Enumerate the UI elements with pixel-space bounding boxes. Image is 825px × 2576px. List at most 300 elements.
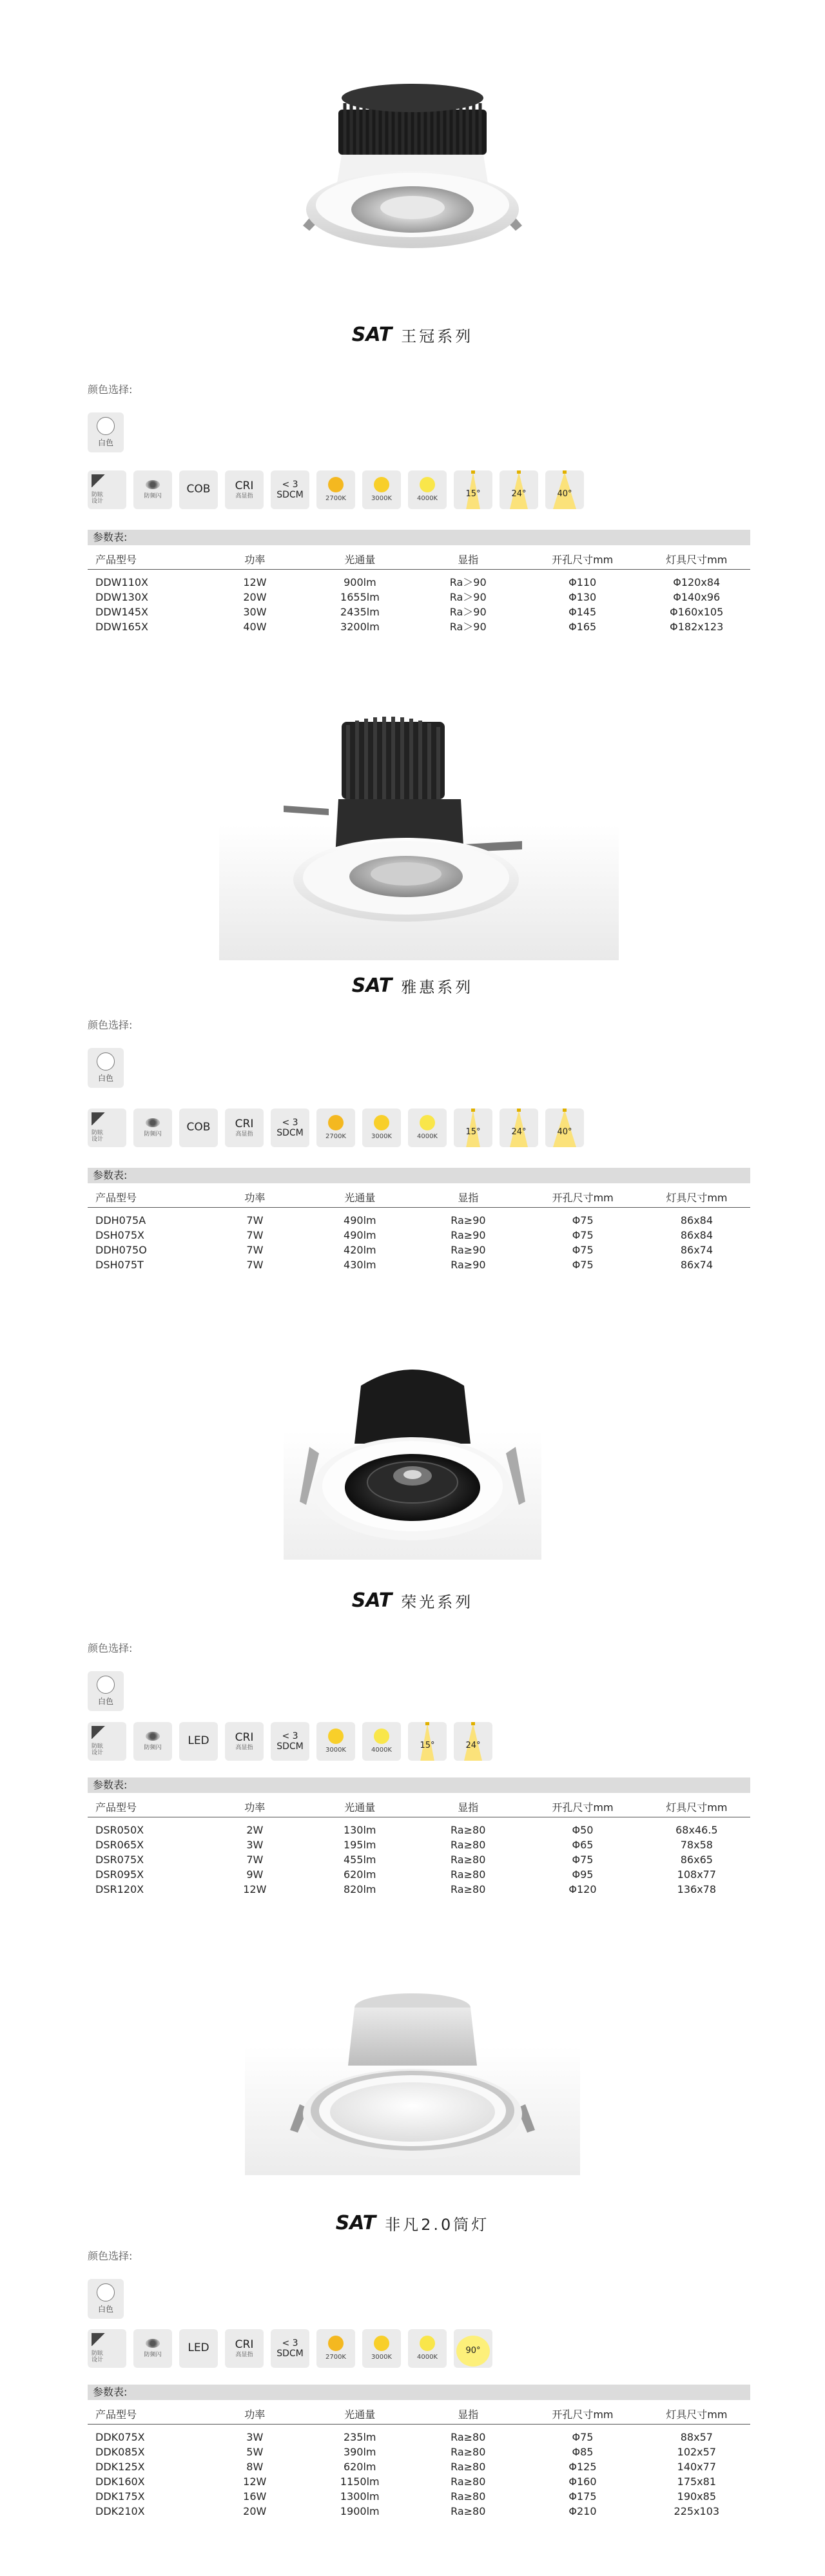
anti-flicker-icon — [146, 1118, 160, 1127]
feature-label: 3000K — [371, 495, 392, 503]
anti-glare-icon — [92, 2333, 106, 2346]
feature-label: 4000K — [416, 2354, 438, 2361]
table-cell: 420lm — [344, 1244, 376, 1256]
feature-label: SDCM — [277, 490, 304, 500]
feature-label: 40° — [557, 1127, 572, 1137]
feature-cct-tile — [362, 1109, 401, 1147]
spec-table — [88, 1186, 750, 1272]
table-cell: Φ210 — [568, 2505, 597, 2517]
table-cell: 20W — [243, 591, 267, 603]
color-temperature-icon — [420, 2336, 435, 2351]
table-cell: DSR065X — [95, 1839, 144, 1851]
feature-cct-tile — [408, 2329, 447, 2368]
column-header: 显指 — [414, 2403, 522, 2425]
feature-angle-tile — [408, 1722, 447, 1761]
table-cell: Ra≥80 — [451, 2475, 486, 2488]
table-cell: Ra≥80 — [451, 1868, 486, 1881]
table-cell: DDK125X — [95, 2461, 145, 2473]
feature-sdcm-tile — [271, 2329, 309, 2368]
table-row — [88, 1867, 750, 1882]
feature-label: 设计 — [92, 1136, 104, 1143]
table-cell: 140x77 — [677, 2461, 717, 2473]
table-cell: Φ175 — [568, 2490, 597, 2503]
table-cell: Ra＞90 — [449, 621, 487, 633]
feature-label: 4000K — [416, 495, 438, 503]
feature-label: 设计 — [92, 1750, 104, 1756]
params-bar: 参数表: — [88, 2385, 750, 2400]
feature-cri-tile — [225, 470, 264, 509]
column-header: 产品型号 — [88, 2403, 204, 2425]
anti-flicker-icon — [146, 1732, 160, 1741]
feature-label: SDCM — [277, 2348, 304, 2359]
white-color-circle — [97, 1052, 115, 1070]
table-cell: 7W — [246, 1259, 264, 1271]
color-label: 颜色选择: — [88, 1642, 133, 1654]
feature-label: 高显指 — [235, 492, 253, 499]
table-cell: DDK075X — [95, 2431, 145, 2443]
table-cell: DDK085X — [95, 2446, 145, 2458]
series-title — [0, 324, 825, 346]
feature-flicker-tile — [133, 1722, 172, 1761]
table-row — [88, 1852, 750, 1867]
feature-cri-tile — [225, 1722, 264, 1761]
table-cell: DDH075O — [95, 1244, 147, 1256]
feature-label: COB — [186, 483, 211, 496]
table-cell: Ra≥90 — [451, 1244, 486, 1256]
table-cell: DSH075X — [95, 1229, 145, 1241]
feature-design-tile — [88, 1722, 126, 1761]
table-cell: DDH075A — [95, 1214, 146, 1226]
table-row — [88, 570, 750, 590]
table-cell: 7W — [246, 1854, 264, 1866]
series-name: 雅惠系列 — [401, 978, 474, 996]
feature-label: < 3 — [282, 1117, 298, 1128]
feature-sdcm-tile — [271, 470, 309, 509]
table-cell: Φ120x84 — [673, 576, 721, 588]
feature-label: 高显指 — [235, 1744, 253, 1751]
table-cell: Φ125 — [568, 2461, 597, 2473]
column-header: 开孔尺寸mm — [522, 2403, 643, 2425]
table-header-row — [88, 1796, 750, 1817]
table-cell: 136x78 — [677, 1883, 717, 1895]
feature-label: 2700K — [325, 2354, 346, 2361]
product-image-yahui — [219, 709, 619, 960]
column-header: 功率 — [204, 2403, 306, 2425]
table-cell: 620lm — [343, 1868, 376, 1881]
anti-glare-icon — [92, 1112, 106, 1125]
feature-cct-tile — [316, 470, 355, 509]
feature-label: CRI — [235, 1731, 254, 1745]
table-cell: Φ75 — [572, 1229, 594, 1241]
column-header: 光通量 — [306, 2403, 414, 2425]
table-row — [88, 1243, 750, 1257]
column-header: 功率 — [204, 1186, 306, 1208]
table-cell: 3200lm — [340, 621, 380, 633]
table-cell: Φ75 — [572, 1259, 594, 1271]
table-cell: 1655lm — [340, 591, 380, 603]
series-title — [0, 974, 825, 997]
table-cell: 620lm — [343, 2461, 376, 2473]
table-cell: Φ160x105 — [670, 606, 724, 618]
table-cell: 1900lm — [340, 2505, 380, 2517]
swatch-label: 白色 — [97, 1074, 113, 1083]
table-cell: 12W — [243, 576, 267, 588]
params-bar: 参数表: — [88, 1777, 750, 1793]
table-cell: 20W — [243, 2505, 267, 2517]
color-temperature-icon — [374, 2336, 389, 2351]
table-cell: 86x65 — [680, 1854, 713, 1866]
feature-sdcm-tile — [271, 1722, 309, 1761]
feature-text-tile — [179, 1109, 218, 1147]
feature-label: 3000K — [371, 2354, 392, 2361]
feature-sdcm-tile — [271, 1109, 309, 1147]
feature-cct-tile — [408, 1109, 447, 1147]
table-cell: 86x74 — [680, 1244, 713, 1256]
table-row — [88, 619, 750, 634]
feature-label: < 3 — [282, 2338, 298, 2348]
table-cell: Ra≥80 — [451, 2431, 486, 2443]
table-header-row — [88, 548, 750, 570]
table-cell: Φ75 — [572, 2431, 594, 2443]
series-name: 王冠系列 — [401, 327, 474, 345]
feature-design-tile — [88, 470, 126, 509]
table-cell: Φ85 — [572, 2446, 594, 2458]
feature-flicker-tile — [133, 470, 172, 509]
feature-design-tile — [88, 1109, 126, 1147]
table-cell: 2W — [246, 1824, 264, 1836]
table-cell: 40W — [243, 621, 267, 633]
color-temperature-icon — [328, 2336, 344, 2351]
table-cell: 490lm — [344, 1229, 376, 1241]
table-cell: Φ130 — [568, 591, 597, 603]
color-swatch-white[interactable] — [88, 412, 124, 452]
anti-glare-icon — [92, 474, 106, 487]
table-cell: 78x58 — [680, 1839, 713, 1851]
color-temperature-icon — [328, 1729, 344, 1744]
table-cell: DDK210X — [95, 2505, 145, 2517]
feature-label: < 3 — [282, 479, 298, 490]
table-cell: 102x57 — [677, 2446, 717, 2458]
table-cell: DDW165X — [95, 621, 148, 633]
table-cell: 455lm — [343, 1854, 376, 1866]
feature-label: LED — [188, 2341, 209, 2355]
spec-table — [88, 548, 750, 634]
feature-icons — [88, 2329, 492, 2368]
table-cell: Φ75 — [572, 1244, 594, 1256]
color-temperature-icon — [328, 477, 344, 492]
table-cell: 1150lm — [340, 2475, 380, 2488]
feature-label: 3000K — [325, 1747, 346, 1754]
table-cell: 225x103 — [674, 2505, 720, 2517]
column-header: 灯具尺寸mm — [643, 548, 750, 570]
table-cell: Ra≥80 — [451, 1854, 486, 1866]
table-cell: Φ75 — [572, 1214, 594, 1226]
table-cell: DSR075X — [95, 1854, 144, 1866]
white-color-circle — [97, 1676, 115, 1694]
feature-cct-tile — [316, 1109, 355, 1147]
feature-cct-tile — [362, 1722, 401, 1761]
column-header: 功率 — [204, 1796, 306, 1817]
table-cell: Ra＞90 — [449, 606, 487, 618]
table-cell: Φ165 — [568, 621, 597, 633]
feature-text-tile — [179, 470, 218, 509]
feature-cct-tile — [362, 2329, 401, 2368]
feature-cri-tile — [225, 2329, 264, 2368]
feature-icons — [88, 1109, 584, 1147]
table-cell: 9W — [246, 1868, 264, 1881]
feature-design-tile — [88, 2329, 126, 2368]
anti-flicker-icon — [146, 2339, 160, 2348]
feature-label: 防频闪 — [144, 1130, 162, 1138]
table-cell: Φ145 — [568, 606, 597, 618]
table-cell: DSR095X — [95, 1868, 144, 1881]
feature-cct-tile — [408, 470, 447, 509]
table-header-row — [88, 1186, 750, 1208]
feature-label: 2700K — [325, 1133, 346, 1141]
table-row — [88, 605, 750, 619]
feature-cct-tile — [362, 470, 401, 509]
table-cell: Ra≥80 — [451, 2490, 486, 2503]
column-header: 光通量 — [306, 548, 414, 570]
feature-label: 90° — [465, 2345, 481, 2356]
feature-label: CRI — [235, 1118, 254, 1131]
table-cell: Ra≥80 — [451, 1883, 486, 1895]
table-cell: 68x46.5 — [675, 1824, 718, 1836]
table-cell: 7W — [246, 1244, 264, 1256]
table-cell: 3W — [246, 2431, 264, 2443]
white-color-circle — [97, 2283, 115, 2301]
color-temperature-icon — [374, 1729, 389, 1744]
table-row — [88, 1837, 750, 1852]
table-cell: 30W — [243, 606, 267, 618]
color-temperature-icon — [420, 1115, 435, 1130]
brand-logo: SAT — [351, 974, 393, 997]
color-swatch-white[interactable] — [88, 1048, 124, 1088]
feature-cct-tile — [316, 2329, 355, 2368]
column-header: 产品型号 — [88, 1186, 204, 1208]
table-cell: 195lm — [343, 1839, 376, 1851]
feature-label: CRI — [235, 2338, 254, 2352]
swatch-label: 白色 — [97, 1697, 113, 1706]
feature-label: 3000K — [371, 1133, 392, 1141]
column-header: 开孔尺寸mm — [522, 1796, 643, 1817]
table-cell: Ra≥80 — [451, 2446, 486, 2458]
color-label: 颜色选择: — [88, 383, 133, 396]
color-temperature-icon — [420, 477, 435, 492]
table-cell: 190x85 — [677, 2490, 717, 2503]
table-cell: 1300lm — [340, 2490, 380, 2503]
spec-table — [88, 1796, 750, 1897]
table-cell: 2435lm — [340, 606, 380, 618]
feature-label: 2700K — [325, 495, 346, 503]
feature-label: CRI — [235, 479, 254, 493]
series-title — [0, 1589, 825, 1612]
feature-label: < 3 — [282, 1730, 298, 1741]
brand-logo: SAT — [351, 1589, 393, 1612]
table-cell: DDK175X — [95, 2490, 145, 2503]
table-cell: 7W — [246, 1229, 264, 1241]
table-row — [88, 2459, 750, 2474]
column-header: 灯具尺寸mm — [643, 1186, 750, 1208]
table-cell: Φ95 — [572, 1868, 594, 1881]
column-header: 功率 — [204, 548, 306, 570]
table-cell: 8W — [246, 2461, 264, 2473]
feature-label: 防眩 — [92, 1129, 104, 1136]
anti-glare-icon — [92, 1726, 106, 1739]
table-cell: DDW110X — [95, 576, 148, 588]
feature-text-tile — [179, 1722, 218, 1761]
table-cell: Φ110 — [568, 576, 597, 588]
feature-label: 24° — [511, 489, 527, 499]
table-row — [88, 2445, 750, 2459]
column-header: 灯具尺寸mm — [643, 1796, 750, 1817]
feature-label: 防频闪 — [144, 492, 162, 499]
table-cell: 86x84 — [680, 1229, 713, 1241]
table-cell: 108x77 — [677, 1868, 717, 1881]
table-cell: 820lm — [343, 1883, 376, 1895]
table-cell: DSH075T — [95, 1259, 144, 1271]
table-cell: Ra≥80 — [451, 1824, 486, 1836]
table-cell: 16W — [243, 2490, 267, 2503]
white-color-circle — [97, 417, 115, 435]
feature-flicker-tile — [133, 1109, 172, 1147]
feature-label: SDCM — [277, 1128, 304, 1138]
table-cell: Ra≥90 — [451, 1229, 486, 1241]
table-cell: Φ140x96 — [673, 591, 721, 603]
table-cell: Ra≥80 — [451, 2505, 486, 2517]
feature-label: 设计 — [92, 498, 104, 505]
series-title — [0, 2212, 825, 2234]
table-cell: Ra≥90 — [451, 1259, 486, 1271]
table-cell: Ra≥90 — [451, 1214, 486, 1226]
table-cell: Φ160 — [568, 2475, 597, 2488]
anti-flicker-icon — [146, 480, 160, 489]
spec-table — [88, 2403, 750, 2519]
feature-label: COB — [186, 1121, 211, 1134]
brand-logo: SAT — [335, 2212, 376, 2234]
table-cell: Ra＞90 — [449, 576, 487, 588]
column-header: 开孔尺寸mm — [522, 548, 643, 570]
brand-logo: SAT — [351, 324, 393, 346]
table-row — [88, 2504, 750, 2519]
table-cell: Φ120 — [568, 1883, 597, 1895]
feature-label: 24° — [465, 1740, 481, 1750]
table-row — [88, 1257, 750, 1272]
table-row — [88, 1817, 750, 1838]
feature-label: 24° — [511, 1127, 527, 1137]
column-header: 灯具尺寸mm — [643, 2403, 750, 2425]
table-row — [88, 590, 750, 605]
color-temperature-icon — [328, 1115, 344, 1130]
column-header: 光通量 — [306, 1796, 414, 1817]
product-image-feifan — [245, 1982, 580, 2182]
table-cell: 175x81 — [677, 2475, 717, 2488]
product-image-rongguang — [284, 1347, 541, 1579]
feature-label: 防眩 — [92, 2350, 104, 2357]
table-cell: 390lm — [343, 2446, 376, 2458]
feature-angle-tile — [454, 1722, 492, 1761]
feature-label: 设计 — [92, 2357, 104, 2363]
column-header: 产品型号 — [88, 1796, 204, 1817]
swatch-label: 白色 — [97, 438, 113, 447]
table-cell: 3W — [246, 1839, 264, 1851]
feature-label: 15° — [465, 1127, 481, 1137]
feature-icons — [88, 1722, 492, 1761]
table-cell: 86x84 — [680, 1214, 713, 1226]
feature-text-tile — [179, 2329, 218, 2368]
feature-label: LED — [188, 1734, 209, 1748]
table-cell: 900lm — [344, 576, 376, 588]
table-cell: DSR120X — [95, 1883, 144, 1895]
feature-angle-tile — [454, 470, 492, 509]
table-row — [88, 1882, 750, 1897]
feature-label: 高显指 — [235, 2351, 253, 2358]
feature-label: 15° — [465, 489, 481, 499]
feature-label: 15° — [420, 1740, 435, 1750]
color-label: 颜色选择: — [88, 2250, 133, 2262]
table-cell: 12W — [243, 1883, 267, 1895]
feature-angle-tile — [545, 1109, 584, 1147]
table-cell: Ra≥80 — [451, 1839, 486, 1851]
color-swatch-white[interactable] — [88, 2279, 124, 2319]
column-header: 显指 — [414, 548, 521, 570]
feature-icons — [88, 470, 584, 509]
table-cell: DDW130X — [95, 591, 148, 603]
table-cell: Φ65 — [572, 1839, 594, 1851]
feature-label: 防眩 — [92, 491, 104, 498]
table-row — [88, 1228, 750, 1243]
swatch-label: 白色 — [97, 2305, 113, 2314]
table-cell: 130lm — [343, 1824, 376, 1836]
table-cell: DDW145X — [95, 606, 148, 618]
table-cell: 490lm — [344, 1214, 376, 1226]
product-image-wanguan — [284, 39, 541, 284]
feature-label: 40° — [557, 489, 572, 499]
table-cell: 86x74 — [680, 1259, 713, 1271]
table-cell: DDK160X — [95, 2475, 145, 2488]
feature-label: SDCM — [277, 1741, 304, 1752]
table-header-row — [88, 2403, 750, 2425]
table-cell: 88x57 — [680, 2431, 713, 2443]
feature-label: 高显指 — [235, 1130, 253, 1138]
table-row — [88, 1208, 750, 1228]
feature-angle-tile — [545, 470, 584, 509]
feature-flicker-tile — [133, 2329, 172, 2368]
feature-cri-tile — [225, 1109, 264, 1147]
table-cell: Ra＞90 — [449, 591, 487, 603]
feature-label: 4000K — [371, 1747, 392, 1754]
table-row — [88, 2425, 750, 2445]
table-cell: Φ75 — [572, 1854, 594, 1866]
table-cell: 235lm — [343, 2431, 376, 2443]
column-header: 产品型号 — [88, 548, 204, 570]
feature-wide-tile — [454, 2329, 492, 2368]
series-name: 荣光系列 — [401, 1593, 474, 1611]
table-cell: Φ182x123 — [670, 621, 724, 633]
feature-label: 防频闪 — [144, 2351, 162, 2358]
column-header: 显指 — [414, 1796, 522, 1817]
params-bar: 参数表: — [88, 1168, 750, 1183]
column-header: 光通量 — [306, 1186, 414, 1208]
column-header: 开孔尺寸mm — [522, 1186, 643, 1208]
table-row — [88, 2474, 750, 2489]
feature-angle-tile — [500, 470, 538, 509]
feature-angle-tile — [500, 1109, 538, 1147]
table-cell: Φ50 — [572, 1824, 594, 1836]
feature-label: 防眩 — [92, 1743, 104, 1750]
color-swatch-white[interactable] — [88, 1671, 124, 1711]
params-bar: 参数表: — [88, 530, 750, 545]
